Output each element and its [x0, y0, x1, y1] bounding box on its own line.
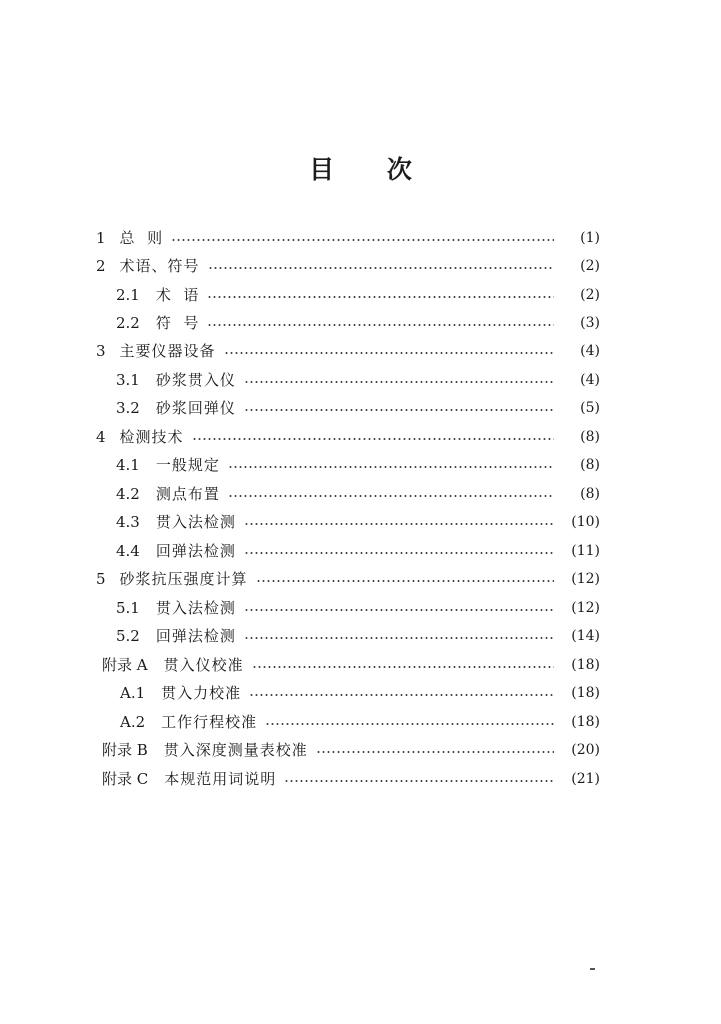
toc-entry-number: 4: [96, 428, 106, 446]
toc-dot-leader: [224, 352, 554, 354]
toc-dot-leader: [207, 324, 554, 326]
toc-dot-leader: [171, 239, 554, 241]
toc-dot-leader: [284, 780, 554, 782]
toc-entry-number: 2.1: [116, 286, 140, 304]
toc-entry[interactable]: [116, 394, 600, 422]
toc-entry-title: 总 则: [119, 229, 164, 247]
toc-dot-leader: [244, 409, 554, 411]
toc-entry[interactable]: [116, 537, 600, 565]
toc-entry-number: 3: [96, 342, 106, 360]
toc-entry-page: (18): [571, 657, 600, 673]
toc-entry-number: 5.1: [116, 599, 140, 617]
toc-entry-number: 附录 C: [102, 770, 149, 788]
toc-dot-leader: [249, 694, 554, 696]
toc-entry-page: (14): [571, 628, 600, 644]
toc-entry-page: (10): [571, 514, 600, 530]
toc-entry-number: 2.2: [116, 314, 140, 332]
toc-entry-title: 回弹法检测: [155, 627, 236, 645]
toc-dot-leader: [316, 751, 554, 753]
toc-entry-number: 4.3: [116, 513, 140, 531]
toc-entry-title: 贯入力校准: [161, 684, 242, 702]
toc-entry-page: (8): [580, 429, 600, 445]
toc-entry[interactable]: [102, 736, 600, 764]
toc-entry-number: 4.2: [116, 485, 140, 503]
toc-entry[interactable]: [102, 765, 600, 793]
toc-dot-leader: [228, 495, 554, 497]
toc-entry-title: 术 语: [155, 286, 200, 304]
toc-entry-title: 贯入法检测: [155, 599, 236, 617]
toc-entry-number: 5.2: [116, 627, 140, 645]
toc-entry-number: 4.4: [116, 542, 140, 560]
toc-entry-page: (4): [580, 372, 600, 388]
toc-entry-title: 检测技术: [119, 428, 184, 446]
toc-entry[interactable]: [96, 565, 600, 593]
toc-entry-page: (12): [571, 571, 600, 587]
page-title: 目 次: [309, 155, 434, 184]
toc-dot-leader: [256, 580, 554, 582]
toc-entry-title: 术语、符号: [119, 257, 200, 275]
toc-entry-number: 附录 A: [102, 656, 148, 674]
toc-dot-leader: [244, 609, 554, 611]
toc-dot-leader: [244, 637, 554, 639]
toc-entry[interactable]: [96, 224, 600, 252]
toc-entry-title: 主要仪器设备: [119, 342, 216, 360]
toc-entry-title: 符 号: [155, 314, 200, 332]
toc-entry[interactable]: [116, 480, 600, 508]
toc-entry-page: (18): [571, 714, 600, 730]
toc-entry[interactable]: [120, 708, 600, 736]
toc-entry[interactable]: [116, 366, 600, 394]
toc-dot-leader: [244, 552, 554, 554]
toc-entry-number: 3.1: [116, 371, 140, 389]
toc-entry-title: 测点布置: [155, 485, 220, 503]
toc-entry-page: (18): [571, 685, 600, 701]
toc-dot-leader: [228, 466, 554, 468]
toc-entry[interactable]: [116, 508, 600, 536]
toc-entry-page: (1): [580, 230, 600, 246]
toc-entry-number: 1: [96, 229, 106, 247]
toc-entry[interactable]: [116, 622, 600, 650]
toc-entry-number: A.2: [120, 713, 146, 731]
toc-entry-number: 2: [96, 257, 106, 275]
toc-dot-leader: [208, 267, 554, 269]
toc-entry-title: 一般规定: [155, 456, 220, 474]
toc-entry-title: 贯入深度测量表校准: [163, 741, 308, 759]
toc-entry-number: 4.1: [116, 456, 140, 474]
toc-entry-page: (12): [571, 600, 600, 616]
toc-entry[interactable]: [96, 423, 600, 451]
toc-dot-leader: [252, 666, 554, 668]
toc-entry-title: 工作行程校准: [161, 713, 258, 731]
toc-entry-title: 贯入法检测: [155, 513, 236, 531]
toc-entry-title: 回弹法检测: [155, 542, 236, 560]
toc-entry-page: (20): [571, 742, 600, 758]
toc-dot-leader: [207, 296, 554, 298]
toc-entry-title: 本规范用词说明: [164, 770, 277, 788]
toc-entry-title: 砂浆回弹仪: [155, 399, 236, 417]
toc-entry-number: A.1: [120, 684, 146, 702]
toc-entry-number: 3.2: [116, 399, 140, 417]
toc-entry-title: 砂浆贯入仪: [155, 371, 236, 389]
toc-dot-leader: [192, 438, 554, 440]
toc-entry-page: (3): [580, 315, 600, 331]
toc-entry-page: (11): [571, 543, 600, 559]
toc-entry-number: 5: [96, 570, 106, 588]
toc-entry-page: (5): [580, 400, 600, 416]
toc-entry-page: (8): [580, 457, 600, 473]
toc-entry-page: (4): [580, 343, 600, 359]
toc-entry[interactable]: [96, 252, 600, 280]
toc-entry-title: 贯入仪校准: [163, 656, 244, 674]
toc-entry-page: (8): [580, 486, 600, 502]
toc-entry[interactable]: [102, 651, 600, 679]
toc-entry-number: 附录 B: [102, 741, 148, 759]
toc-entry-page: (2): [580, 287, 600, 303]
toc-dot-leader: [265, 723, 554, 725]
toc-entry[interactable]: [116, 594, 600, 622]
toc-entry[interactable]: [116, 309, 600, 337]
scan-mark: [590, 968, 595, 970]
toc-entry[interactable]: [120, 679, 600, 707]
toc-entry[interactable]: [96, 337, 600, 365]
toc-entry-title: 砂浆抗压强度计算: [119, 570, 248, 588]
toc-entry-page: (2): [580, 258, 600, 274]
toc-entry[interactable]: [116, 451, 600, 479]
toc-dot-leader: [244, 523, 554, 525]
toc-dot-leader: [244, 381, 554, 383]
toc-entry[interactable]: [116, 281, 600, 309]
toc-entry-page: (21): [571, 771, 600, 787]
